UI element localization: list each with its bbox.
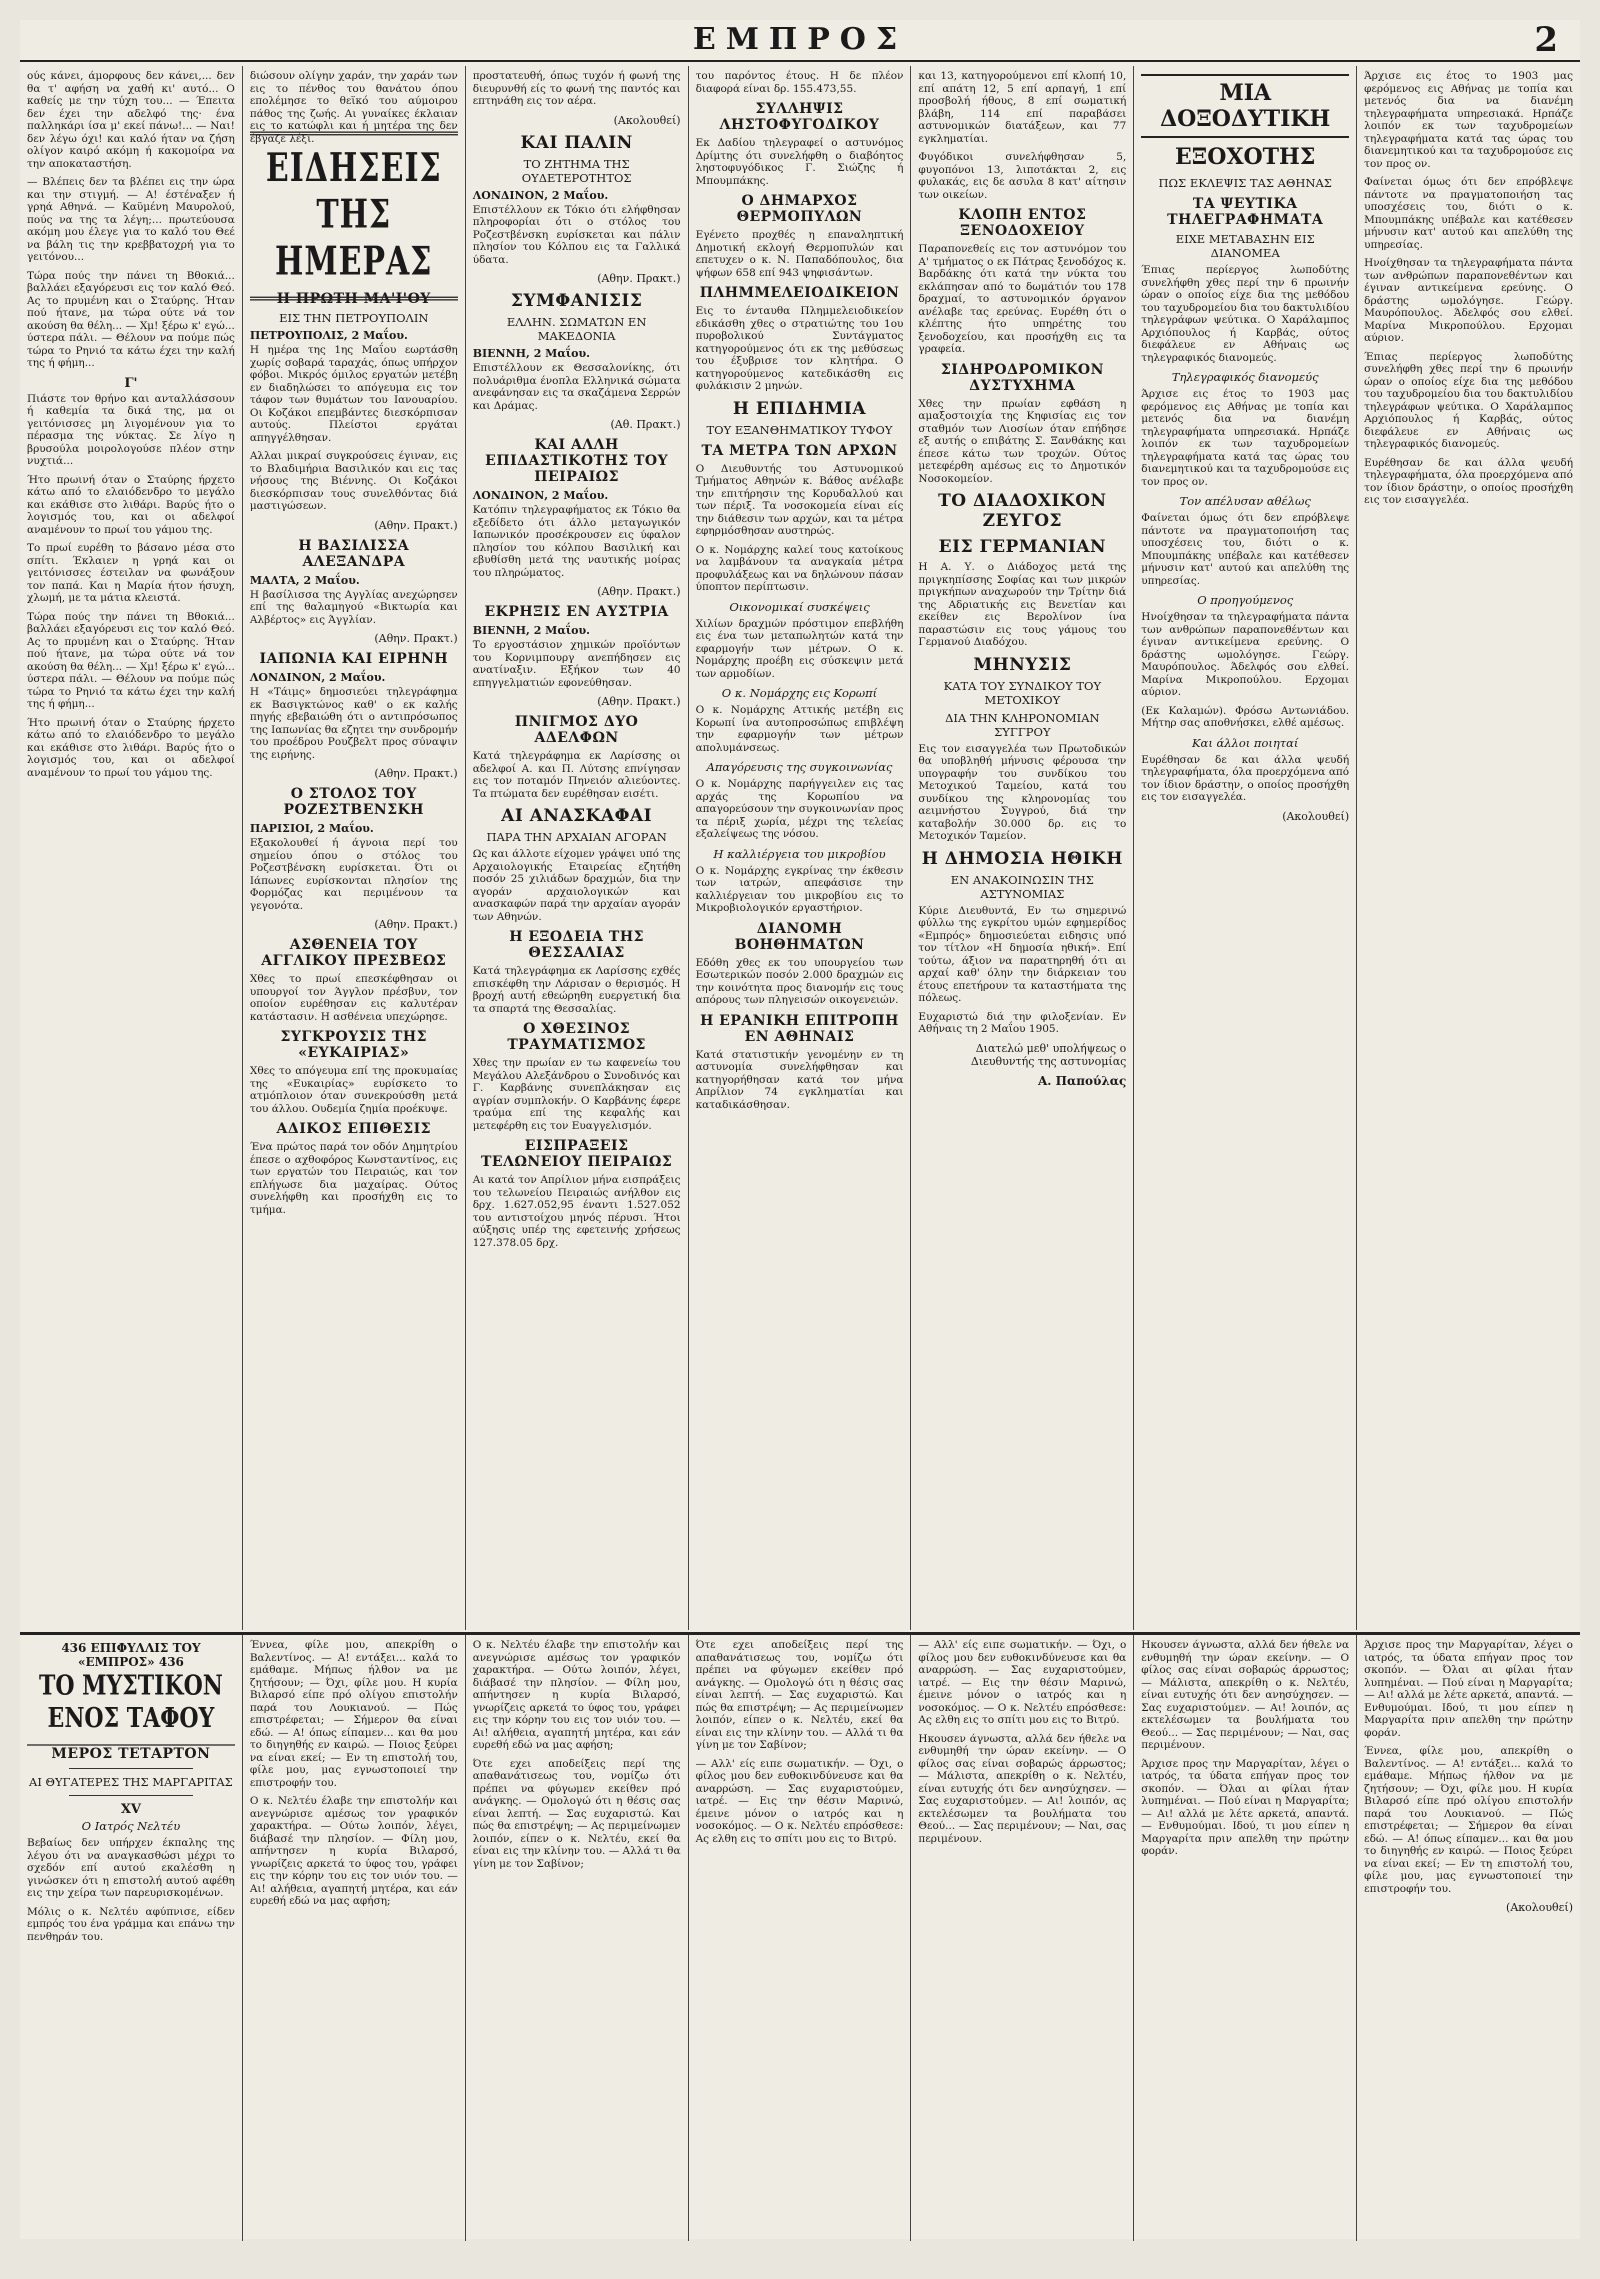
headline: ΑΣΘΕΝΕΙΑ ΤΟΥ ΑΓΓΛΙΚΟΥ ΠΡΕΣΒΕΩΣ	[261, 937, 447, 969]
masthead	[20, 20, 1580, 62]
article-text: Άρχισε εις έτος το 1903 μας φερόμενος εις Αθήνας με τοπία και μετενός δια να διανέμη τηλεγραφήματα υπηρεσιακά. Ηρπάζε λοιπόν εκ των ταχυδρομείων τηλεγραφήματα κατά τας ώρας του διανεμητικού και τα ταχυδρομούσε εις τον προς ον.	[1364, 70, 1573, 170]
article-text: Η ημέρα της 1ης Μαΐου εωρτάσθη χωρίς σοβαρά ταραχάς, όπως υπήρχον φόβοι. Μικρός όμιλος εργατών μετέβη εν διαδηλώσει το απόγευμα εις τον τάφον των θυμάτων του Ιανουαρίου. Οι Κοζάκοι επεμβάντες διεσκόρπισαν αυτούς. Πλείστοι εργάται απηγγέλθησαν.	[249, 344, 458, 444]
feuilleton-band	[20, 1632, 1580, 2241]
article-text: Η «Τάιμς» δημοσιεύει τηλεγράφημα εκ Βασιγκτώνος καθ' ο εκ καλής πηγής εβεβαιώθη ότι ο αντιπρόσωπος της Ιαπωνίας θα εζητει την συνδρομήν του προέδρου Ρουζβελτ προς σύναψιν της ειρήνης.	[249, 686, 458, 761]
headline: ΕΙΣ ΓΕΡΜΑΝΙΑΝ	[938, 537, 1107, 557]
subheadline: ΕΛΛΗΝ. ΣΩΜΑΤΩΝ ΕΝ ΜΑΚΕΔΟΝΙΑ	[506, 315, 647, 343]
chapter-title: Ο Ιατρός Νελτέυ	[81, 1819, 181, 1833]
divider	[69, 1768, 194, 1769]
headline: Η ΕΞΟΔΕΙΑ ΤΗΣ ΘΕΣΣΑΛΙΑΣ	[509, 929, 644, 961]
dateline: ΛΟΝΔΙΝΟΝ, 2 Μαΐου.	[472, 489, 609, 502]
article-text: Κατόπιν τηλεγραφήματος εκ Τόκιο θα εξεδίδετο ότι άλλο μεταγωγικόν Ιαπωνικόν προσέκρουσεν εις ύφαλον πλησίον του κόλπου Βασιλική και εβυθίσθη μετά της ναυτικής μοίρας του πληρώματος.	[472, 504, 681, 579]
section-subhead: Ο κ. Νομάρχης εις Κορωπί	[721, 686, 878, 700]
article-text: του παρόντος έτους. Η δε πλέον διαφορά είναι δρ. 155.473,55.	[695, 70, 904, 95]
section-subhead: Ο προηγούμενος	[1197, 593, 1294, 607]
headline: Ο ΔΗΜΑΡΧΟΣ ΘΕΡΜΟΠΥΛΩΝ	[736, 193, 863, 225]
article-text: Αι κατά τον Απρίλιον μήνα εισπράξεις του τελωνείου Πειραιώς ανήλθον εις δρχ. 1.627.052,95 έναντι 1.527.052 του αντιστοίχου μηνός πέρυσι. Ήτοι αύξησις υπέρ της εφετεινής χρήσεως 127.378.05 δρχ.	[472, 1174, 681, 1249]
serial-text: Έννεα, φίλε μου, απεκρίθη ο Βαλεντίνος. — Α! εντάξει... καλά το εμάθαμε. Μήπως ήλθον να με ζητήσουν; — Όχι, φίλε μου. Η κυρία Βιλαρσό είπε πρό ολίγου επιστολήν παρά του Λουκιανού. — Πώς επιστρέφεται; — Σήμερον θα είναι εδώ. — Α! όπως είπαμεν... και θα μου το διηγηθής εν καιρώ. — Ποιος ξεύρει να είναι εκεί; — Εν τη επιστολή του, φίλε μου, μας εγνωστοποιεί την επιστροφήν του.	[1364, 1745, 1573, 1895]
article-text: Κατά τηλεγράφημα εκ Λαρίσσης εχθές επισκέφθη την Λάρισαν ο θερισμός. Η βροχή αυτή εθεώρηθη ευεργετική δια τα σπαρτά της Θεσσαλίας.	[472, 965, 681, 1015]
continued-note: (Ακολουθεί)	[1282, 809, 1350, 823]
headline: ΑΙ ΑΝΑΣΚΑΦΑΙ	[501, 806, 653, 826]
dateline: ΒΙΕΝΝΗ, 2 Μαΐου.	[472, 624, 590, 637]
headline: ΠΛΗΜΜΕΛΕΙΟΔΙΚΕΙΟΝ	[699, 285, 900, 301]
article-text: Τώρα πούς την πάνει τη Βθοκιά... βαλλάει εξαγόρευσι εις τον καλό Θεό. Ας το πρυμένη και ο Σταύρης. Ήταν πού ήτανε, μα τώρα ούτε νά τον ακούση θα θέλη... — Χμ! ξέρω κ' εγώ... ύστερα πάλι. — Θέλουν να πούμε πώς τώρα το Ρηνιό τα κάτω έχει την καλή της ή φήμη...	[27, 269, 235, 369]
headline: ΔΙΑΝΟΜΗ ΒΟΗΘΗΜΑΤΩΝ	[734, 920, 865, 953]
subheadline: ΔΙΑ ΤΗΝ ΚΛΗΡΟΝΟΜΙΑΝ ΣΥΓΓΡΟΥ	[945, 710, 1100, 739]
feuilleton-column-5	[911, 1635, 1134, 2241]
article-text: Ο κ. Νομάρχης καλεί τους κατοίκους να λαμβάνουν τα αναγκαία μέτρα προφυλάξεως και να δηλώνουν πάσαν ύποπτον περίπτωσιν.	[695, 543, 904, 593]
article-text: Χθες την πρωίαν εφθάση η αμαξοστοιχία της Κηφισίας εις τον σταθμόν των Λιοσίων όταν επήδησε εξ αυτής ο επιβάτης Σ. Ξανθάκης και έπεσε κάτω των τροχών. Ούτος μετεφέρθη αμέσως εις το Δημοτικόν Νοσοκομείον.	[918, 397, 1127, 485]
feuilleton-column-2	[243, 1635, 466, 2241]
newspaper-page	[20, 20, 1580, 2239]
article-text: Παραπονεθείς εις τον αστυνόμον του Α' τμήματος ο εκ Πάτρας ξενοδόχος κ. Βαρδάκης ότι κατά την νύκτα του εκλάπησαν από το δωμάτιόν του 178 δραχμαί, το αστυνομικόν όργανον ανέλαβε τας ερεύνας. Ευρέθη ότι ο κλέπτης ήτο υπηρέτης του ξενοδοχείου, και προσήχθη εις τα γραφεία.	[918, 243, 1127, 355]
article-text: Αλλαι μικραί συγκρούσεις έγιναν, εις το Βλαδιμήρια Βασιλικόν και εις τας νήσους της Βιέννης. Οι Κοζάκοι διεσκόρπισαν τους συνελθόντας διά μαστιγώσεων.	[249, 450, 458, 512]
headline: ΜΙΑ ΔΟΞΟΔΥΤΙΚΗ	[1141, 74, 1349, 138]
column-5	[911, 66, 1134, 1630]
subheadline: ΕΙΧΕ ΜΕΤΑΒΑΣΗΝ ΕΙΣ ΔΙΑΝΟΜΕΑ	[1175, 232, 1315, 260]
headline: ΜΗΝΥΣΙΣ	[973, 654, 1072, 675]
headline: ΕΚΡΗΞΙΣ ΕΝ ΑΥΣΤΡΙΑ	[484, 604, 669, 620]
newspaper-title: ΕΜΠΡΟΣ	[692, 22, 908, 57]
subheadline: ΤΟΥ ΕΞΑΝΘΗΜΑΤΙΚΟΥ ΤΥΦΟΥ	[706, 422, 893, 437]
headline: Ο ΣΤΟΛΟΣ ΤΟΥ ΡΟΖΕΣΤΒΕΝΣΚΗ	[283, 786, 425, 818]
article-text: Ηνοίχθησαν τα τηλεγραφήματα πάντα των ανθρώπων παραπονεθέντων και έγιναν αντικείμενα ερεύνης. Ο δράστης ωμολόγησε. Γεώργ. Μαυρόπουλος. Άδελφός σου ελθεί. Μαρίνα Μικροπούλου. Ερχομαι αύριον.	[1141, 611, 1350, 698]
section-mark: Γ'	[124, 375, 138, 391]
subheadline: ΤΑ ΜΕΤΡΑ ΤΩΝ ΑΡΧΩΝ	[701, 442, 898, 459]
source-credit: (Αθην. Πρακτ.)	[597, 272, 681, 285]
section-subhead: Απαγόρευσις της συγκοινωνίας	[706, 760, 893, 774]
article-text: Φαίνεται όμως ότι δεν επρόβλεψε πάντοτε να πραγματοποιήση τας υποσχέσεις του, διότι ο κ. Μπουμπάκης υπέβαλε και κατέθεσεν μήνυσιν κατ' αυτού και απελύθη της υπηρεσίας.	[1364, 176, 1573, 251]
subheadline: ΠΩΣ ΕΚΛΕΨΙΣ ΤΑΣ ΑΘΗΝΑΣ	[1158, 176, 1332, 190]
article-text: Η Α. Υ. ο Διάδοχος μετά της πριγκηπίσσης Σοφίας και των μικρών πριγκήπων αναχωρούν την Τρίτην διά της Αδριατικής εις Βενετίαν και εκείθεν εις Βερολίνον ίνα παραστώσιν εις τους γάμους του Γερμανού Διαδόχου.	[918, 561, 1127, 648]
article-text: Φαίνεται όμως ότι δεν επρόβλεψε πάντοτε να πραγματοποιήση τας υποσχέσεις του, διότι ο κ. Μπουμπάκης υπέβαλε και κατέθεσεν μήνυσιν κατ' αυτού και απελύθη της υπηρεσίας.	[1141, 512, 1350, 587]
article-text: Ο κ. Νομάρχης εγκρίνας την έκθεσιν των ιατρών, απεφάσισε την καλλιέργειαν του μικροβίου εις το Μικροβιολογικόν εργαστήριον.	[695, 864, 904, 914]
article-text: Ηνοίχθησαν τα τηλεγραφήματα πάντα των ανθρώπων παραπονεθέντων και έγιναν αντικείμενα ερεύνης. Ο δράστης ωμολόγησε. Γεώργ. Μαυρόπουλος. Άδελφός σου ελθεί. Μαρίνα Μικροπούλου. Ερχομαι αύριον.	[1364, 257, 1573, 344]
article-text: Χθες το πρωί επεσκέφθησαν οι υπουργοί τον Άγγλον πρέσβυν, τον οποίον ευρέθησαν εις καλυτέραν κατάστασιν. Η ασθένεια υπεχώρησε.	[249, 973, 458, 1023]
column-3	[466, 66, 689, 1630]
article-text: Χθες το απόγευμα επί της προκυμαίας της «Ευκαιρίας» ευρίσκετο το ατμόπλοιον όταν συνεκρούσθη μετά του άλλου. Ουδεμία ζημία προέκυψε.	[249, 1065, 458, 1115]
headline: Η ΒΑΣΙΛΙΣΣΑ ΑΛΕΞΑΝΔΡΑ	[298, 537, 410, 570]
column-6	[1134, 66, 1357, 1630]
article-text: ούς κάνει, άμορφους δεν κάνει,... δεν θα τ' αφήση να χαθή κι' αυτό... Ο καθείς με την τύχη του... — Έπειτα δεν έχει την αδελφό της· ένα παλληκάρι ίσα μ' εκεί πάνω!... — Ναι! δεν λέγω όχι! και καλό ήταν να ζήση ολίγον καιρό ακόμη ή κακομοίρα να την αποκαταστήση.	[27, 70, 235, 170]
continued-note: (Ακολουθεί)	[1506, 1901, 1573, 1914]
article-text: — Βλέπεις δεν τα βλέπει εις την ώρα και την στιγμή. — Α! έστέναξεν ή γρηά Αθηνά. — Καϋμένη Μαυρολού, πούς να της τα λέγη;... πρωτεύουσα ακόμη μου έλεγε για το καλό του Θεέ να βάλη τις την κρεββατοχρή για το γειτόνου...	[27, 176, 235, 263]
feuilleton-column-4	[689, 1635, 912, 2241]
serial-text: Ότε εχει αποδείξεις περί της απαθανάτισεως του, νομίζω ότι πρέπει να φύγωμεν εκείθεν πρό ανάγκης. — Ομολογώ ότι η θέσις σας είναι λεπτή. — Σας ευχαριστώ. Και πώς θα επιστρέψη; — Ας περιμείνωμεν λοιπόν, είπεν ο κ. Νελτέυ, εκεί θα είναι εις την κλίνην του. — Αλλά τι θα γίνη με τον Σαβίνον;	[472, 1757, 681, 1870]
subheadline: ΚΑΤΑ ΤΟΥ ΣΥΝΔΙΚΟΥ ΤΟΥ ΜΕΤΟΧΙΚΟΥ	[943, 678, 1102, 707]
headline: ΤΟ ΔΙΑΔΟΧΙΚΟΝ ΖΕΥΓΟΣ	[938, 491, 1107, 531]
headline: ΣΥΜΦΑΝΙΣΙΣ	[510, 291, 643, 311]
serial-text: Άρχισε προς την Μαργαρίταν, λέγει ο ιατρός, τα ύδατα επήγαν προς τον σκοπόν. — Όλαι αι φίλαι ήταν λυπημέναι. — Πού είναι η Μαργαρίτα; — Αι! αλλά με λέτε αρκετά, απαντά. — Ενθυμούμαι. Ιδού, τι μου είπεν η Μαργαρίτα πριν απελθη την πρώτην φοράν.	[1141, 1757, 1350, 1857]
source-credit: (Αθην. Πρακτ.)	[597, 695, 681, 708]
serial-text: Ο κ. Νελτέυ έλαβε την επιστολήν και ανεγνώρισε αμέσως τον γραφικόν χαρακτήρα. — Ούτω λοιπόν, λέγει, διάβασέ την πλησίον. — Φίλη μου, απήντησεν η κυρία Βιλαρσό, γνωρίζεις αρκετά το ύφος του, γράφει εις την κόρην του εις τον υιόν του. — Αι! αλήθεια, αγαπητή μητέρα, και εάν ευρεθή εδώ να μας αφήση;	[249, 1795, 458, 1907]
article-text: Άρχισε εις έτος το 1903 μας φερόμενος εις Αθήνας με τοπία και μετενός δια να διανέμη τηλεγραφήματα υπηρεσιακά. Ηρπάζε λοιπόν εκ των ταχυδρομείων τηλεγραφήματα κατά τας ώρας του διανεμητικού και τα ταχυδρομούσε εις τον προς ον.	[1141, 388, 1350, 488]
section-subhead: Τον απέλυσαν αθέλως	[1179, 494, 1311, 508]
headline: ΙΑΠΩΝΙΑ ΚΑΙ ΕΙΡΗΝΗ	[259, 651, 449, 667]
article-text: Το πρωί ευρέθη το βάσανο μέσα στο σπίτι. Έκλαιεν η γρηά και οι γειτόνισσες έστειλαν να φωνάξουν τον παπά. Και η Μαρία ήτον ήσυχη, χλωμή, με τα μάτια κλειστά.	[27, 542, 235, 604]
subheadline: ΠΑΡΑ ΤΗΝ ΑΡΧΑΙΑΝ ΑΓΟΡΑΝ	[486, 830, 667, 844]
feuilleton-column-3	[466, 1635, 689, 2241]
source-credit: (Αθην. Πρακτ.)	[374, 767, 458, 780]
feuilleton-header: 436 ΕΠΙΦΥΛΛΙΣ ΤΟΥ «ΕΜΠΡΟΣ» 436	[61, 1641, 201, 1669]
section-subhead: Τηλεγραφικός διανομεύς	[1171, 370, 1319, 384]
headline: ΣΙΔΗΡΟΔΡΟΜΙΚΟΝ ΔΥΣΤΥΧΗΜΑ	[940, 361, 1104, 394]
serial-text: Ηκουσεν άγνωστα, αλλά δεν ήθελε να ενθυμηθή την ώραν εκείνην. — Ο φίλος σας είναι σοβαρώς άρρωστος; — Μάλιστα, απεκρίθη ο κ. Νελτέυ, είναι ευτυχής ότι δεν ανησύχησεν. — Σας ευχαριστούμεν. — Αι! λοιπόν, ας εκτελέσωμεν τα βουλήματα του Θεού... — Σας περιμένουν; — Ναι, σας περιμένουν.	[1141, 1639, 1350, 1751]
serial-text: Μόλις ο κ. Νελτέυ αφύπνισε, είδεν εμπρός του ένα γράμμα και επάνω την πενθηράν του.	[27, 1905, 235, 1943]
source-credit: (Αθην. Πρακτ.)	[374, 518, 458, 532]
article-text: Εις τον εισαγγελέα των Πρωτοδικών θα υποβληθή μήνυσις φέρουσα την υπογραφήν του συνδίκου του Μετοχικού Ταμείου, κατά του συνδίκου της κληρονομίας του αειμνήστου Συγγρού, διά την καταβολήν 30.000 δρ. εις το Μετοχικόν Ταμείον.	[918, 742, 1127, 842]
serial-text: — Αλλ' είς ειπε σωματικήν. — Όχι, ο φίλος μου δεν ευθοκινδύνευσε και θα αναρρώση. — Σας ευχαριστούμεν, ιατρέ. — Εις την θέσιν Μαρινώ, έμεινε μόνον ο ιατρός και η νοσοκόμος. — Ο κ. Νελτέυ επρόσθεσε: Ας ελθη εις το σπίτι μου εις το Βιτρύ.	[918, 1639, 1127, 1726]
serial-subtitle: ΑΙ ΘΥΓΑΤΕΡΕΣ ΤΗΣ ΜΑΡΓΑΡΙΤΑΣ	[29, 1775, 233, 1789]
headline: ΑΔΙΚΟΣ ΕΠΙΘΕΣΙΣ	[276, 1121, 432, 1137]
article-text: Πιάστε τον θρήνο και ανταλλάσσουν ή καθεμία τα δικά της, μα οι γειτόνισσες μη λιγομένουν για το πέρασμα της νύκτας. Σε λίγο η βρυσούλα μοιρολογούσε πλέον στην νυχτιά...	[27, 392, 235, 467]
headline: ΕΞΟΧΟΤΗΣ	[1175, 144, 1316, 170]
article-text: διώσουν ολίγην χαράν, την χαράν των εις το πένθος του θανάτου όπου επολέμησε το θεϊκό του αύμοιρου πάθος της ζωής. Αι γυναίκες έκλαιαν εις το κατώφλι και ή μητέρα της δεν έβγαζε λέξι.	[249, 70, 458, 145]
main-columns	[20, 66, 1580, 1630]
chapter-number: XV	[120, 1802, 142, 1817]
article-text: Το εργοστάσιον χημικών προϊόντων του Κορνιμπουργ ανεπήδησεν εις ανατίναξιν. Εξήκον των 40 επηγγελματιών εφονεύθησαν.	[472, 639, 681, 689]
headline: ΕΙΣΠΡΑΞΕΙΣ ΤΕΛΩΝΕΙΟΥ ΠΕΙΡΑΙΩΣ	[481, 1138, 673, 1170]
article-text: Κατά στατιστικήν γενομένην εν τη αστυνομία συνελήφθησαν και κατηγορήθησαν κατά τον μήνα Απρίλιον 74 εγκληματίαι και καταδικάσθησαν.	[695, 1048, 904, 1111]
headline: ΚΑΙ ΑΛΛΗ ΕΠΙΔΑΣΤΙΚΟΤΗΣ ΤΟΥ ΠΕΙΡΑΙΩΣ	[485, 437, 669, 485]
headline: Η ΔΗΜΟΣΙΑ ΗΘΙΚΗ	[921, 848, 1123, 869]
section-subhead: Και άλλοι ποιηταί	[1191, 735, 1299, 750]
article-text: προστατευθή, όπως τυχόν ή φωνή της διευρυνθή είς το φωνή της παντός και επτηνάθη εις τον αέρα.	[472, 70, 681, 107]
column-7	[1357, 66, 1580, 1630]
serial-text: Άρχισε προς την Μαργαρίταν, λέγει ο ιατρός, τα ύδατα επήγαν προς τον σκοπόν. — Όλαι αι φίλαι ήταν λυπημέναι. — Πού είναι η Μαργαρίτα; — Αι! αλλά με λέτε αρκετά, απαντά. — Ενθυμούμαι. Ιδού, τι μου είπεν η Μαργαρίτα πριν απελθη την πρώτην φοράν.	[1364, 1639, 1573, 1739]
source-credit: (Αθην. Πρακτ.)	[374, 918, 458, 931]
dateline: ΠΕΤΡΟΥΠΟΛΙΣ, 2 Μαΐου.	[249, 329, 408, 342]
article-text: Ο κ. Νομάρχης Αττικής μετέβη εις Κορωπί ίνα αυτοπροσώπως επιβλέψη την εφαρμογήν των μέτρων απολυμάνσεως.	[695, 704, 904, 754]
article-text: Ήτο πρωινή όταν ο Σταύρης ήρχετο κάτω από το ελαιόδενδρο το μεγάλο και εκάθισε στο λιθάρι. Βαρύς ήτο ο λογισμός του, και οι αδελφοί αναμένουν το πρωί του γάμου της.	[27, 716, 235, 779]
headline: Η ΕΠΙΔΗΜΙΑ	[732, 398, 867, 419]
divider	[69, 1795, 194, 1796]
source-credit: (Αθην. Πρακτ.)	[597, 585, 681, 598]
section-banner: ΕΙΔΗΣΕΙΣ ΤΗΣ ΗΜΕΡΑΣ	[250, 132, 458, 301]
article-text: Ένα πρώτος παρά τον οδόν Δημητρίου έπεσε ο αχθοφόρος Κωνσταντίνος, εις των εργατών του Πειραιώς, και τον επλήγωσε δια μαχαίρας. Ούτος συνελήφθη και προσήχθη εις το τμήμα.	[249, 1141, 458, 1216]
article-text: (Εκ Καλαμών). Φρόσω Αντωνιάδου. Μήτηρ σας αποθνήσκει, ελθέ αμέσως.	[1141, 704, 1350, 729]
article-text: Εκ Δαδίου τηλεγραφεί ο αστυνόμος Δρίμτης ότι συνελήφθη ο διαβόητος ληστοφυγόδικος Γ. Σιώζης ή Μπουμπάκης.	[695, 137, 904, 187]
article-text: Χιλίων δραχμών πρόστιμον επεβλήθη εις ένα των μεταπωλητών κατά την εφαρμογήν των μέτρων. Ο κ. Νομάρχης προέβη εις σύσκεψιν μετά των αρμοδίων.	[695, 617, 904, 680]
headline: ΠΝΙΓΜΟΣ ΔΥΟ ΑΔΕΛΦΩΝ	[514, 714, 639, 746]
article-text: και 13, κατηγορούμενοι επί κλοπή 10, επί απάτη 12, 5 επί αρπαγή, 1 επί προσβολή ήθους, 8 επί σωματική βλάβη, 114 επί παραβάσει αστυνομικών διατάξεων, και 77 εγκληματίαι.	[918, 70, 1127, 145]
article-text: Φυγόδικοι συνελήφθησαν 5, φυγοπόνοι 13, λιποτάκται 2, εις φυλακάς, εις δε ασυλα 8 κατ' αίτησιν των οικείων.	[918, 151, 1127, 201]
serial-title: ΤΟ ΜΥΣΤΙΚΟΝ ΕΝΟΣ ΤΑΦΟΥ	[27, 1669, 235, 1745]
serial-text: — Αλλ' είς ειπε σωματικήν. — Όχι, ο φίλος μου δεν ευθοκινδύνευσε και θα αναρρώση. — Σας ευχαριστούμεν, ιατρέ. — Εις την θέσιν Μαρινώ, έμεινε μόνον ο ιατρός και η νοσοκόμος. — Ο κ. Νελτέυ επρόσθεσε: Ας ελθη εις το σπίτι μου εις το Βιτρύ.	[695, 1757, 904, 1845]
serial-text: Ότε εχει αποδείξεις περί της απαθανάτισεως του, νομίζω ότι πρέπει να φύγωμεν εκείθεν πρό ανάγκης. — Ομολογώ ότι η θέσις σας είναι λεπτή. — Σας ευχαριστώ. Και πώς θα επιστρέψη; — Ας περιμείνωμεν λοιπόν, είπεν ο κ. Νελτέυ, εκεί θα είναι εις την κλίνην του. — Αλλά τι θα γίνη με τον Σαβίνον;	[695, 1639, 904, 1751]
source-credit: (Αθ. Πρακτ.)	[610, 418, 681, 431]
column-4	[689, 66, 912, 1630]
headline: Η ΠΡΩΤΗ ΜΑ'Ι'ΟΥ	[276, 291, 431, 307]
article-text: Εις το ένταυθα Πλημμελειοδικείον εδικάσθη χθες ο στρατιώτης του 1ου πυροβολικού Συντάγματος κατηγορούμενος ότι εκ της μεθύσεως του έξυβρισε τον κλητήρα. Ο κατηγορούμενος κατεδικάσθη εις φυλάκισιν 2 μηνών.	[695, 305, 904, 392]
headline: Ο ΧΘΕΣΙΝΟΣ ΤΡΑΥΜΑΤΙΣΜΟΣ	[507, 1021, 646, 1053]
serial-text: Ηκουσεν άγνωστα, αλλά δεν ήθελε να ενθυμηθή την ώραν εκείνην. — Ο φίλος σας είναι σοβαρώς άρρωστος; — Μάλιστα, απεκρίθη ο κ. Νελτέυ, είναι ευτυχής ότι δεν ανησύχησεν. — Σας ευχαριστούμεν. — Αι! λοιπόν, ας εκτελέσωμεν τα βουλήματα του Θεού... — Σας περιμένουν; — Ναι, σας περιμένουν.	[918, 1732, 1127, 1845]
dateline: ΛΟΝΔΙΝΟΝ, 2 Μαΐου.	[249, 671, 386, 684]
dateline: ΛΟΝΔΙΝΟΝ, 2 Μαΐου.	[472, 188, 609, 202]
headline: ΚΑΙ ΠΑΛΙΝ	[520, 132, 633, 153]
article-text: Ευχαριστώ διά την φιλοξενίαν. Εν Αθήναις τη 2 Μαΐου 1905.	[918, 1010, 1127, 1035]
subheadline: ΤΟ ΖΗΤΗΜΑ ΤΗΣ ΟΥΔΕΤΕΡΟΤΗΤΟΣ	[521, 156, 632, 185]
article-text: Εδόθη χθες εκ του υπουργείου των Εσωτερικών ποσόν 2.000 δραχμών εις την κοινότητα προς διανομήν εις τους απόρους των πληγεισών οικογενειών.	[695, 956, 904, 1006]
feuilleton-column-7	[1357, 1635, 1580, 2241]
serial-text: Έννεα, φίλε μου, απεκρίθη ο Βαλεντίνος. — Α! εντάξει... καλά το εμάθαμε. Μήπως ήλθον να με ζητήσουν; — Όχι, φίλε μου. Η κυρία Βιλαρσό είπε πρό ολίγου επιστολήν παρά του Λουκιανού. — Πώς επιστρέφεται; — Σήμερον θα είναι εδώ. — Α! όπως είπαμεν... και θα μου το διηγηθής εν καιρώ. — Ποιος ξεύρει να είναι εκεί; — Εν τη επιστολή του, φίλε μου, μας εγνωστοποιεί την επιστροφήν του.	[249, 1639, 458, 1789]
section-subhead: Η καλλιέργεια του μικροβίου	[713, 846, 886, 861]
signature-name: Α. Παπούλας	[1037, 1073, 1127, 1088]
article-text: Ήτο πρωινή όταν ο Σταύρης ήρχετο κάτω από το ελαιόδενδρο το μεγάλο και εκάθισε στο λιθάρι. Βαρύς ήτο ο λογισμός του, και οι αδελφοί αναμένουν το πρωί του γάμου της.	[27, 473, 235, 536]
article-text: Ευρέθησαν δε και άλλα ψευδή τηλεγραφήματα, όλα προερχόμενα από τον ίδιον δράστην, ο οποίος προσήχθη εις τον εισαγγελέα.	[1364, 456, 1573, 506]
column-1	[20, 66, 243, 1630]
headline: ΚΛΟΠΗ ΕΝΤΟΣ ΞΕΝΟΔΟΧΕΙΟΥ	[958, 207, 1087, 239]
dateline: ΜΑΛΤΑ, 2 Μαΐου.	[249, 573, 360, 587]
article-text: Ο κ. Νομάρχης παρήγγειλεν εις τας αρχάς της Κορωπίου να απαγορεύσουν την συγκοινωνίαν προς τα πέριξ χωρία, μέχρι της τελείας εξαλείψεως της νόσου.	[695, 778, 904, 840]
source-credit: (Αθην. Πρακτ.)	[374, 632, 458, 645]
headline: ΣΥΛΛΗΨΙΣ ΛΗΣΤΟΦΥΓΟΔΙΚΟΥ	[719, 101, 880, 133]
page-number: 2	[1534, 20, 1558, 60]
article-text: Κύριε Διευθυντά, Εν τω σημερινώ φύλλω της εγκρίτου υμών εφημερίδος «Εμπρός» δημοσιεύεται ειδησις υπό τον τίτλον «Η δημοσία ηθική». Επί τούτω, άξιον να παρατηρηθή ότι αι αρχαί καθ' όλην την διάρκειαν του έτους επετήρουν τα καταστήματα της πόλεως.	[918, 904, 1127, 1004]
article-text: Εξακολουθεί ή άγνοια περί του σημείου όπου ο στόλος του Ροζεστβένσκη ευρίσκεται. Ότι οι Ιάπωνες ευρίσκονται πλησίον της Φορμόζας και περιμένουν τα γεγονότα.	[249, 837, 458, 912]
section-subhead: Οικονομικαί συσκέψεις	[729, 599, 870, 614]
article-text: Κατά τηλεγράφημα εκ Λαρίσσης οι αδελφοί Α. και Π. Λύτσης επνίγησαν εις τον ποταμόν Πηνειόν αλιεύοντες. Τα πτώματα δεν ευρέθησαν εισέτι.	[472, 750, 681, 800]
headline: Η ΕΡΑΝΙΚΗ ΕΠΙΤΡΟΠΗ ΕΝ ΑΘΗΝΑΙΣ	[700, 1012, 899, 1045]
continued-note: (Ακολουθεί)	[613, 113, 681, 127]
serial-text: Βεβαίως δεν υπήρχεν έκπαλης της λέγου ότι να αναγκασθώσι μέχρι το σχεδόν επί αυτού εκαλέσθη η γινώσκεν ότι η επιστολή αυτού αφέθη εις την χείρα των παρευρισκομένων.	[27, 1837, 235, 1899]
article-text: Χθες την πρωίαν εν τω καφενείω του Μεγάλου Αλεξάνδρου ο Συνοδινός και Γ. Καρβάνης συνεπλάκησαν εις αγρίαν συμπλοκήν. Ο Καρβάνης έφερε τραύμα επί της κεφαλής και μετεφέρθη εις τον Ευαγγελισμόν.	[472, 1057, 681, 1132]
article-text: Ο Διευθυντής του Αστυνομικού Τμήματος Αθηνών κ. Βάθος ανέλαβε την επιτήρησιν της Κορυδαλλού και των πέριξ. Τα νοσοκομεία είναι είς την διάθεσιν των αρχών, και τα μέτρα εφηρμόσθησαν αυστηρώς.	[695, 462, 904, 537]
article-text: Ως και άλλοτε είχομεν γράψει υπό της Αρχαιολογικής Εταιρείας εζητήθη ποσόν 25 χιλιάδων δραχμών, δια την αγοράν αρχαιολογικών και ανασκαφών παρά την αρχαίαν αγοράν των Αθηνών.	[472, 848, 681, 923]
signature-line: Διατελώ μεθ' υπολήψεως ο Διευθυντής της αστυνομίας	[970, 1041, 1127, 1068]
article-text: Επιστέλλουν εκ Τόκιο ότι ελήφθησαν πληροφορίαι ότι ο στόλος του Ροζεστβένσκη ευρίσκεται και πάλιν πλησίον του Κόλπου εις τα Γαλλικά ύδατα.	[472, 203, 681, 266]
article-text: Τώρα πούς την πάνει τη Βθοκιά... βαλλάει εξαγόρευσι εις τον καλό Θεό. Ας το πρυμένη και ο Σταύρης. Ήταν πού ήτανε, μα τώρα ούτε νά τον ακούση θα θέλη... — Χμ! ξέρω κ' εγώ... ύστερα πάλι. — Θέλουν να πούμε πώς τώρα το Ρηνιό τα κάτω έχει την καλή της ή φήμη...	[27, 610, 235, 710]
feuilleton-column-1	[20, 1635, 243, 2241]
subheadline: ΕΝ ΑΝΑΚΟΙΝΩΣΙΝ ΤΗΣ ΑΣΤΥΝΟΜΙΑΣ	[950, 872, 1094, 901]
dateline: ΒΙΕΝΝΗ, 2 Μαΐου.	[472, 347, 590, 360]
column-2	[243, 66, 466, 1630]
article-text: Η βασίλισσα της Αγγλίας ανεχώρησεν επί της θαλαμηγού «Βικτωρία και Αλβέρτος» εις Άγγλίαν.	[249, 588, 458, 626]
article-text: Επιστέλλουν εκ Θεσσαλονίκης, ότι πολυάριθμα ένοπλα Ελληνικά σώματα ανεφάνησαν εις τα σκαζάμενα Σερρών και Δράμας.	[472, 362, 681, 412]
subheadline: ΕΙΣ ΤΗΝ ΠΕΤΡΟΥΠΟΛΙΝ	[279, 311, 429, 325]
headline: ΣΥΓΚΡΟΥΣΙΣ ΤΗΣ «ΕΥΚΑΙΡΙΑΣ»	[280, 1029, 428, 1061]
subheadline: ΤΑ ΨΕΥΤΙΚΑ ΤΗΛΕΓΡΑΦΗΜΑΤΑ	[1167, 196, 1324, 228]
article-text: Ευρέθησαν δε και άλλα ψευδή τηλεγραφήματα, όλα προερχόμενα από τον ίδιον δράστην, ο οποίος προσήχθη εις τον εισαγγελέα.	[1141, 753, 1350, 803]
serial-text: Ο κ. Νελτέυ έλαβε την επιστολήν και ανεγνώρισε αμέσως τον γραφικόν χαρακτήρα. — Ούτω λοιπόν, λέγει, διάβασέ την πλησίον. — Φίλη μου, απήντησεν η κυρία Βιλαρσό, γνωρίζεις αρκετά το ύφος του, γράφει εις την κόρην του εις τον υιόν του. — Αι! αλήθεια, αγαπητή μητέρα, και εάν ευρεθή εδώ να μας αφήση;	[472, 1639, 681, 1751]
article-text: Έπιας περίεργος λωποδύτης συνελήφθη χθες περί την 6 πρωινήν ώραν ο οποίος είχε δια της μεθόδου του ταχυδρομείου δια του δακτυλιδίου τηλεγράφων ψεύτικα. Ο Χαράλαμπος Αρχιόπουλος ή Καρβάς, ούτος διεφάλευε εν Αθήναις ως τηλεγραφικός διανομεύς.	[1364, 350, 1573, 450]
article-text: Εγένετο προχθές η επαναληπτική Δημοτική εκλογή Θερμοπυλών και επετυχεν ο κ. Ν. Παπαδόπουλος, δια ψήφων 658 επί 943 ψηφισάντων.	[695, 229, 904, 279]
dateline: ΠΑΡΙΣΙΟΙ, 2 Μαΐου.	[249, 822, 374, 835]
serial-part: ΜΕΡΟΣ ΤΕΤΑΡΤΟΝ	[51, 1746, 211, 1762]
article-text: Έπιας περίεργος λωποδύτης συνελήφθη χθες περί την 6 πρωινήν ώραν ο οποίος είχε δια της μεθόδου του ταχυδρομείου δια του δακτυλιδίου τηλεγράφων ψεύτικα. Ο Χαράλαμπος Αρχιόπουλος ή Καρβάς, ούτος διεφάλευε εν Αθήναις ως τηλεγραφικός διανομεύς.	[1141, 264, 1350, 364]
feuilleton-column-6	[1134, 1635, 1357, 2241]
